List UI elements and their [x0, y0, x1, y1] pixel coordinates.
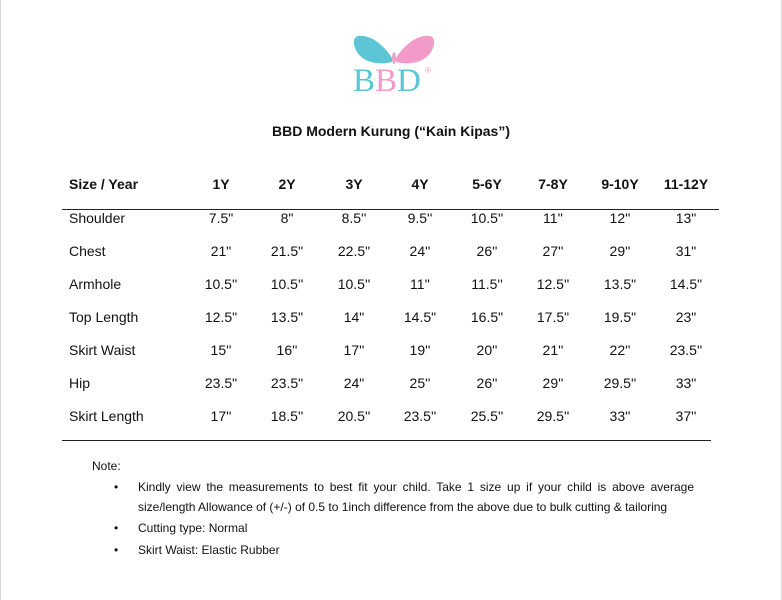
- bullet-icon: •: [114, 542, 119, 557]
- table-cell: 17.5": [536, 309, 570, 325]
- note-item: [114, 478, 694, 517]
- table-cell: 13.5": [603, 276, 637, 292]
- row-label: Armhole: [69, 276, 122, 292]
- note-list: [114, 478, 694, 562]
- table-cell: 10.5'': [270, 276, 304, 292]
- header-size: 1Y: [212, 176, 230, 192]
- table-row: [0, 243, 782, 263]
- table-cell: 29'': [542, 375, 564, 391]
- table-cell: 23.5": [204, 375, 238, 391]
- row-label: Skirt Length: [69, 408, 144, 424]
- header-size: 3Y: [345, 176, 363, 192]
- table-cell: 21'': [542, 342, 564, 358]
- table-cell: 20.5'': [337, 408, 371, 424]
- row-label: Top Length: [69, 309, 139, 325]
- table-cell: 10.5'': [470, 210, 504, 226]
- table-row: [0, 309, 782, 329]
- header-size: 11-12Y: [663, 176, 709, 192]
- table-cell: 25'': [409, 375, 431, 391]
- table-row: [0, 375, 782, 395]
- table-cell: 24'': [409, 243, 431, 259]
- header-size: 5-6Y: [472, 176, 502, 192]
- table-cell: 14.5": [403, 309, 437, 325]
- row-label: Skirt Waist: [69, 342, 136, 358]
- table-cell: 33'': [609, 408, 631, 424]
- header-size: 4Y: [411, 176, 429, 192]
- table-cell: 16.5": [470, 309, 504, 325]
- header-size: 9-10Y: [601, 176, 639, 192]
- note-item: [114, 541, 694, 561]
- table-cell: 10.5'': [204, 276, 238, 292]
- table-row: [0, 342, 782, 362]
- note-text: Cutting type: Normal: [138, 521, 248, 535]
- table-cell: 25.5'': [470, 408, 504, 424]
- table-cell: 22'': [609, 342, 631, 358]
- registered-mark: ®: [425, 66, 431, 75]
- row-label: Shoulder: [69, 210, 126, 226]
- table-header: [0, 176, 782, 196]
- table-row: [0, 276, 782, 296]
- bullet-icon: •: [114, 521, 119, 535]
- note-label: Note:: [92, 459, 121, 473]
- table-cell: 16'': [276, 342, 298, 358]
- table-cell: 14": [343, 309, 365, 325]
- table-cell: 13.5": [270, 309, 304, 325]
- table-cell: 19.5": [603, 309, 637, 325]
- header-label: Size / Year: [69, 176, 139, 192]
- bullet-icon: •: [114, 480, 119, 494]
- note-item: [114, 519, 694, 539]
- note-text: Kindly view the measurements to best fit your child. Take 1 size up if your child is above average size/length Allowance of (+/-) of 0.5 to 1inch difference from the above due to bulk cutting & tailoring: [138, 480, 694, 514]
- table-cell: 21": [210, 243, 232, 259]
- table-bottom-rule: [62, 440, 711, 441]
- table-cell: 23.5'': [669, 342, 703, 358]
- table-cell: 20'': [476, 342, 498, 358]
- table-cell: 11'': [410, 276, 430, 292]
- table-cell: 12.5'': [536, 276, 570, 292]
- table-cell: 17'': [210, 408, 232, 424]
- table-cell: 9.5'': [407, 210, 433, 226]
- table-cell: 21.5": [270, 243, 304, 259]
- table-row: [0, 408, 782, 428]
- table-cell: 27'': [542, 243, 564, 259]
- table-row: [0, 210, 782, 230]
- header-size: 7-8Y: [538, 176, 568, 192]
- table-cell: 29.5'': [536, 408, 570, 424]
- header-size: 2Y: [278, 176, 296, 192]
- table-cell: 29'': [609, 243, 631, 259]
- table-cell: 18.5'': [270, 408, 304, 424]
- table-cell: 23.5": [270, 375, 304, 391]
- document-title: BBD Modern Kurung (“Kain Kipas”): [272, 123, 510, 139]
- table-cell: 26'': [476, 375, 498, 391]
- brand-logo-text: BBD: [353, 63, 421, 99]
- table-cell: 8.5'': [341, 210, 367, 226]
- table-cell: 33": [675, 375, 697, 391]
- table-cell: 29.5'': [603, 375, 637, 391]
- note-text: Skirt Waist: Elastic Rubber: [138, 542, 280, 557]
- table-cell: 19'': [409, 342, 431, 358]
- table-cell: 23": [675, 309, 697, 325]
- table-cell: 26'': [476, 243, 498, 259]
- table-cell: 14.5": [669, 276, 703, 292]
- table-cell: 12.5": [204, 309, 238, 325]
- table-cell: 17'': [343, 342, 365, 358]
- table-cell: 11'': [543, 210, 563, 226]
- row-label: Chest: [69, 243, 106, 259]
- table-cell: 11.5'': [471, 276, 503, 292]
- table-cell: 22.5": [337, 243, 371, 259]
- table-cell: 24": [343, 375, 365, 391]
- table-cell: 12'': [609, 210, 631, 226]
- table-cell: 8": [280, 210, 294, 226]
- table-cell: 37'': [675, 408, 697, 424]
- table-cell: 10.5'': [337, 276, 371, 292]
- table-cell: 31": [675, 243, 697, 259]
- table-cell: 13": [675, 210, 697, 226]
- row-label: Hip: [69, 375, 91, 391]
- table-cell: 7.5": [208, 210, 234, 226]
- table-cell: 15'': [210, 342, 232, 358]
- table-cell: 23.5'': [403, 408, 437, 424]
